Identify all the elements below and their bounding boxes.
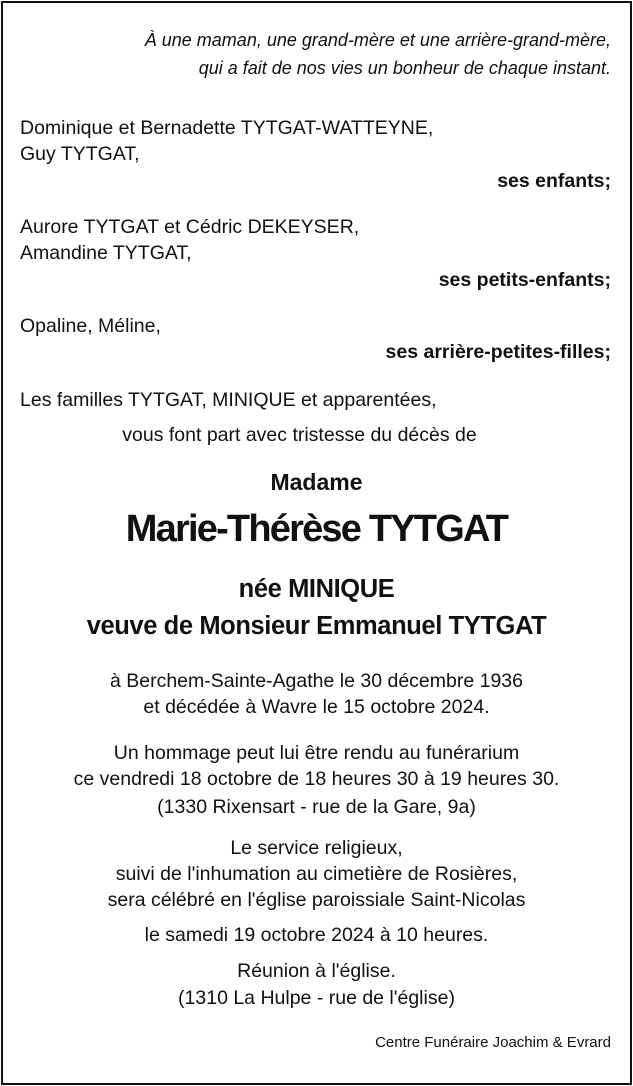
service-line-2: suivi de l'inhumation au cimetière de Rosières,: [115, 863, 518, 885]
grandchildren-line-1: Aurore TYTGAT et Cédric DEKEYSER,: [20, 216, 360, 238]
funeral-home-credit: Centre Funéraire Joachim & Evrard: [375, 1034, 611, 1051]
children-line-2: Guy TYTGAT,: [20, 143, 140, 165]
homage-line-2: ce vendredi 18 octobre de 18 heures 30 à 19 heures 30.: [73, 768, 560, 790]
great-grandchildren-line-1: Opaline, Méline,: [20, 315, 161, 337]
deceased-maiden-name: née MINIQUE: [238, 575, 395, 603]
children-line-1: Dominique et Bernadette TYTGAT-WATTEYNE,: [20, 117, 434, 139]
dedication-line-1: À une maman, une grand-mère et une arrière-grand-mère,: [144, 30, 611, 50]
deceased-title: Madame: [270, 469, 363, 495]
families-line-2: vous font part avec tristesse du décès de: [122, 424, 477, 446]
children-role: ses enfants;: [497, 170, 611, 192]
grandchildren-role: ses petits-enfants;: [438, 269, 611, 291]
reunion-address: (1310 La Hulpe - rue de l'église): [178, 987, 455, 1009]
deceased-widow-of: veuve de Monsieur Emmanuel TYTGAT: [86, 612, 547, 640]
dedication-line-2: qui a fait de nos vies un bonheur de chaque instant.: [198, 58, 611, 78]
death-date: et décédée à Wavre le 15 octobre 2024.: [143, 696, 490, 718]
reunion-line-1: Réunion à l'église.: [237, 960, 396, 982]
homage-address: (1330 Rixensart - rue de la Gare, 9a): [157, 796, 476, 818]
grandchildren-line-2: Amandine TYTGAT,: [20, 242, 192, 264]
great-grandchildren-role: ses arrière-petites-filles;: [385, 341, 611, 363]
homage-line-1: Un hommage peut lui être rendu au funérarium: [113, 742, 520, 764]
birth-date: à Berchem-Sainte-Agathe le 30 décembre 1936: [109, 670, 523, 692]
service-date: le samedi 19 octobre 2024 à 10 heures.: [144, 924, 489, 946]
service-line-1: Le service religieux,: [230, 837, 403, 859]
families-line-1: Les familles TYTGAT, MINIQUE et apparentées,: [20, 389, 437, 411]
deceased-name: Marie-Thérèse TYTGAT: [125, 508, 508, 550]
service-line-3: sera célébré en l'église paroissiale Saint-Nicolas: [107, 889, 526, 911]
